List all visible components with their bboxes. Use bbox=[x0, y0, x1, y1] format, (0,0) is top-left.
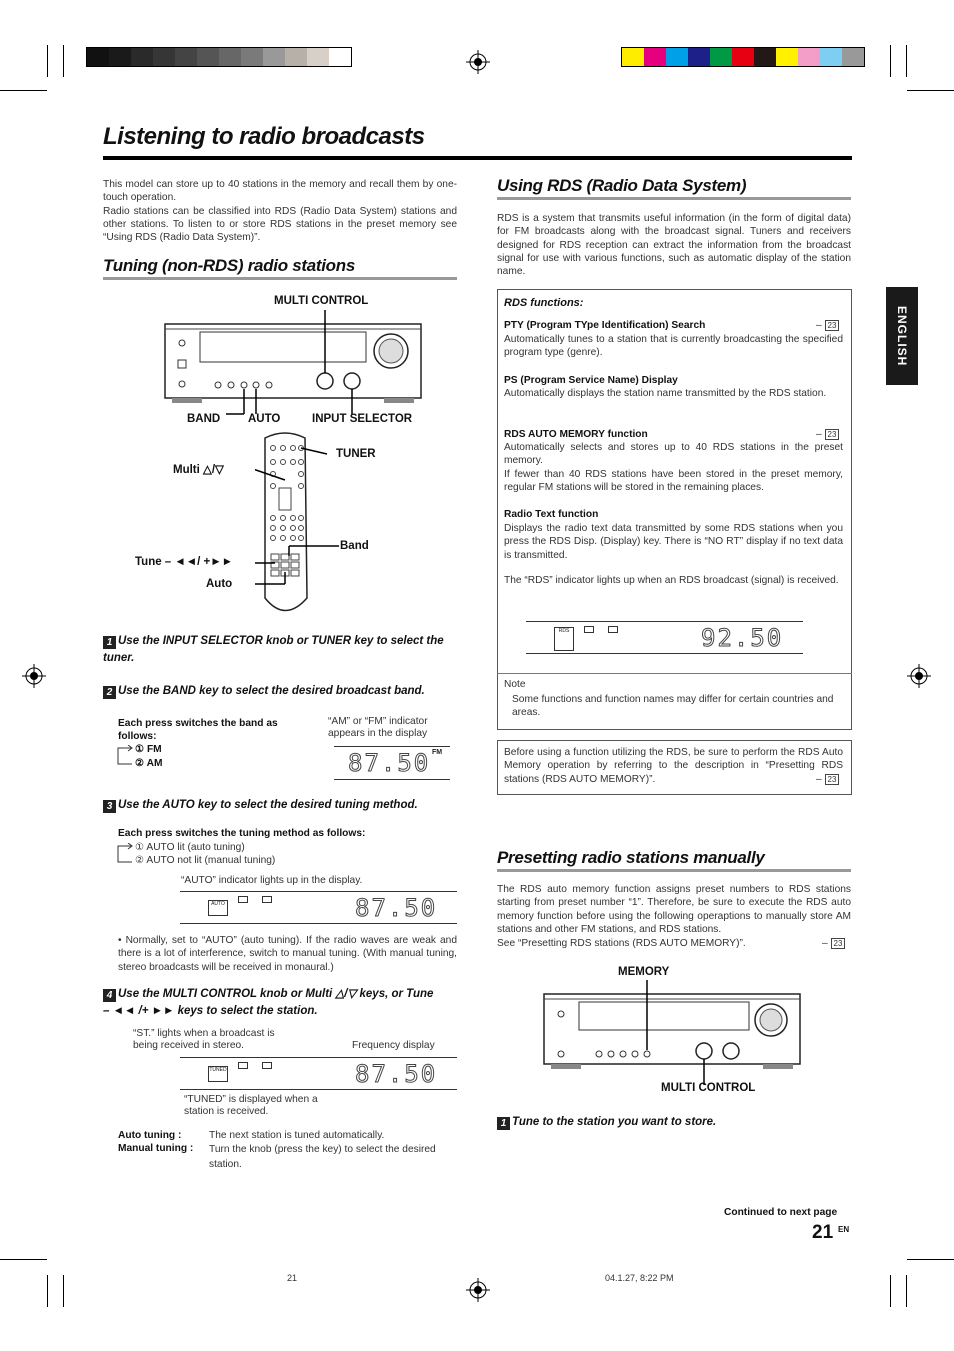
tuning-step-3: 3 Use the AUTO key to select the desired tuning method. bbox=[103, 797, 459, 814]
tuning-switch-text: Each press switches the tuning method as follows: bbox=[118, 828, 366, 839]
radio-text-text: Displays the radio text data transmitted by some RDS stations when you press the RDS Disp. (Display) key. There is “NO RT” display if no text data is transmitted. bbox=[504, 523, 843, 561]
tuned-note: “TUNED” is displayed when a station is received. bbox=[184, 1094, 318, 1117]
radio-text-title: Radio Text function bbox=[504, 509, 599, 520]
tune-keys-label: Tune – ◄◄/ +►► bbox=[135, 556, 234, 568]
intro-paragraph: This model can store up to 40 stations in the memory and recall them by one-touch operation. bbox=[103, 179, 457, 204]
crop-mark bbox=[907, 90, 954, 91]
tuning-heading: Tuning (non-RDS) radio stations bbox=[103, 256, 355, 275]
auto-memory-text: Automatically selects and stores up to 40 RDS stations in the preset memory. bbox=[504, 442, 843, 467]
crop-mark bbox=[906, 45, 907, 77]
ps-title: PS (Program Service Name) Display bbox=[504, 375, 678, 386]
crop-mark bbox=[890, 1275, 891, 1307]
language-code: EN bbox=[838, 1225, 850, 1234]
rds-indicator: RDS bbox=[554, 627, 574, 651]
calibration-swatch bbox=[285, 48, 307, 66]
calibration-swatch bbox=[241, 48, 263, 66]
stereo-indicator bbox=[608, 626, 618, 633]
calibration-swatch bbox=[263, 48, 285, 66]
tuning-step-1: 1 Use the INPUT SELECTOR knob or TUNER key to select the tuner. bbox=[103, 635, 444, 664]
step-number: 2 bbox=[103, 686, 116, 699]
preset-heading: Presetting radio stations manually bbox=[497, 848, 765, 867]
ps-text: Automatically displays the station name transmitted by the RDS station. bbox=[504, 388, 827, 399]
intro-text bbox=[103, 178, 457, 244]
page-ref: – 23 bbox=[816, 319, 839, 332]
intro-paragraph: Radio stations can be classified into RDS (Radio Data System) stations and other stations. To listen to or store RDS stations in the preset memory see “Using RDS (Radio Data System)”. bbox=[103, 205, 457, 244]
fm-indicator: FM bbox=[432, 749, 443, 756]
calibration-swatch bbox=[754, 48, 776, 66]
rds-intro: RDS is a system that transmits useful information (in the form of digital data) for FM broadcasts along with the broadcast signal. Tuners and receivers designed for RDS reception can extract the information from the broadcast signal for use with various functions, such as automatic display of the station name. bbox=[497, 213, 851, 278]
registration-mark-icon bbox=[466, 1278, 490, 1302]
stereo-indicator bbox=[262, 896, 272, 903]
section-rule bbox=[497, 197, 851, 200]
calibration-swatch bbox=[644, 48, 666, 66]
memory-label: MEMORY bbox=[618, 966, 670, 978]
page-number: 21 bbox=[812, 1222, 834, 1243]
section-rule bbox=[497, 869, 851, 872]
calibration-swatch bbox=[622, 48, 644, 66]
pty-title: PTY (Program TYpe Identification) Search bbox=[504, 320, 706, 331]
print-page-number: 21 bbox=[287, 1273, 298, 1283]
registration-mark-icon bbox=[466, 50, 490, 74]
rds-indicator-text: The “RDS” indicator lights up when an RDS broadcast (signal) is received. bbox=[504, 575, 839, 586]
multi-keys-label: Multi △/▽ bbox=[173, 464, 224, 476]
tuning-option: ② AUTO not lit (manual tuning) bbox=[135, 855, 276, 866]
calibration-swatch bbox=[776, 48, 798, 66]
stereo-indicator bbox=[238, 896, 248, 903]
calibration-swatch bbox=[219, 48, 241, 66]
multi-control-label: MULTI CONTROL bbox=[661, 1082, 756, 1094]
auto-memory-text: If fewer than 40 RDS stations have been stored in the preset memory, regular FM stations will be stored in the remaining places. bbox=[504, 469, 843, 494]
step-number: 1 bbox=[103, 636, 116, 649]
print-date: 04.1.27, 8:22 PM bbox=[605, 1273, 674, 1283]
frequency-display-label: Frequency display bbox=[352, 1040, 435, 1051]
receiver-front-panel-illustration bbox=[543, 980, 803, 1086]
stereo-indicator bbox=[584, 626, 594, 633]
crop-mark bbox=[906, 1275, 907, 1307]
manual-tuning-desc: Turn the knob (press the key) to select the desired station. bbox=[209, 1144, 436, 1170]
calibration-swatch bbox=[732, 48, 754, 66]
crop-mark bbox=[907, 1259, 954, 1260]
calibration-swatch bbox=[842, 48, 864, 66]
cycle-arrow-icon bbox=[116, 745, 134, 767]
frequency-readout: 87.50 bbox=[355, 1060, 438, 1088]
calibration-swatch bbox=[307, 48, 329, 66]
rds-display bbox=[526, 621, 803, 654]
stereo-indicator bbox=[238, 1062, 248, 1069]
calibration-swatch bbox=[798, 48, 820, 66]
auto-indicator-note: “AUTO” indicator lights up in the display. bbox=[181, 875, 363, 886]
manual-tuning-label: Manual tuning : bbox=[118, 1143, 194, 1154]
rds-heading: Using RDS (Radio Data System) bbox=[497, 176, 747, 195]
note-label: Note bbox=[504, 679, 526, 690]
tuning-step-4: 4 Use the MULTI CONTROL knob or Multi △/▽ keys, or Tune – ◄◄ /+ ►► keys to select the station. bbox=[103, 988, 434, 1017]
rds-functions-title: RDS functions: bbox=[504, 297, 584, 309]
preset-text: The RDS auto memory function assigns preset numbers to RDS stations starting from preset number “1”. Therefore, be sure to execute the RDS auto memory function before using the following operaptions to manually store AM stations and other FM stations, and RDS stations. bbox=[497, 884, 851, 935]
auto-tuning-desc: The next station is tuned automatically. bbox=[209, 1130, 385, 1141]
calibration-swatch bbox=[153, 48, 175, 66]
auto-key-label: Auto bbox=[206, 578, 233, 590]
page-ref: – 23 bbox=[816, 773, 839, 786]
crop-mark bbox=[890, 45, 891, 77]
frequency-readout: 87.50 bbox=[348, 749, 431, 777]
note-text: Some functions and function names may differ for certain countries and areas. bbox=[512, 694, 834, 719]
calibration-swatch bbox=[329, 48, 351, 66]
registration-mark-icon bbox=[22, 664, 46, 688]
tuned-indicator: TUNED bbox=[208, 1066, 228, 1082]
calibration-swatch bbox=[175, 48, 197, 66]
gray-calibration-strip bbox=[86, 47, 352, 67]
band-label: BAND bbox=[187, 413, 221, 425]
frequency-readout: 87.50 bbox=[355, 894, 438, 922]
station-display bbox=[180, 1057, 457, 1090]
crop-mark bbox=[63, 1275, 64, 1307]
auto-tuning-bullet: • Normally, set to “AUTO” (auto tuning). If the radio waves are weak and there is a lot of interference, switch to manual tuning. (With manual tuning, stereo broadcasts will be received in monaural.) bbox=[118, 935, 457, 973]
tuning-step-2: 2 Use the BAND key to select the desired broadcast band. bbox=[103, 683, 459, 700]
band-switch-text: Each press switches the band as follows: bbox=[118, 718, 278, 743]
band-option: ② AM bbox=[135, 758, 163, 769]
frequency-readout: 92.50 bbox=[701, 624, 784, 652]
calibration-swatch bbox=[666, 48, 688, 66]
calibration-swatch bbox=[87, 48, 109, 66]
calibration-swatch bbox=[688, 48, 710, 66]
auto-memory-title: RDS AUTO MEMORY function bbox=[504, 429, 648, 440]
calibration-swatch bbox=[820, 48, 842, 66]
continued-text: Continued to next page bbox=[724, 1207, 838, 1218]
note-divider bbox=[497, 673, 852, 674]
before-using-text: Before using a function utilizing the RDS, be sure to perform the RDS Auto Memory operation by referring to the description in “Presetting RDS stations (RDS AUTO MEMORY)”. bbox=[504, 747, 843, 785]
band-key-label: Band bbox=[340, 540, 369, 552]
color-calibration-strip bbox=[621, 47, 865, 67]
page-ref: – 23 bbox=[816, 428, 839, 441]
language-tab: ENGLISH bbox=[886, 287, 918, 385]
preset-step-1: 1 Tune to the station you want to store. bbox=[497, 1114, 851, 1131]
tuner-label: TUNER bbox=[336, 448, 376, 460]
crop-mark bbox=[47, 45, 48, 77]
tuning-option: ① AUTO lit (auto tuning) bbox=[135, 842, 245, 853]
calibration-swatch bbox=[197, 48, 219, 66]
cycle-arrow-icon bbox=[116, 843, 134, 865]
calibration-swatch bbox=[131, 48, 153, 66]
band-indicator-note: “AM” or “FM” indicator appears in the display bbox=[328, 716, 428, 739]
receiver-front-panel-illustration bbox=[164, 310, 424, 415]
auto-label: AUTO bbox=[248, 413, 281, 425]
title-rule bbox=[103, 156, 852, 160]
step-number: 4 bbox=[103, 989, 116, 1002]
crop-mark bbox=[0, 1259, 47, 1260]
auto-display bbox=[180, 891, 457, 924]
stereo-indicator bbox=[262, 1062, 272, 1069]
auto-indicator: AUTO bbox=[208, 900, 228, 916]
auto-tuning-label: Auto tuning : bbox=[118, 1130, 182, 1141]
section-rule bbox=[103, 277, 457, 280]
step-number: 1 bbox=[497, 1117, 510, 1130]
page-ref: – 23 bbox=[822, 937, 845, 950]
step-number: 3 bbox=[103, 800, 116, 813]
input-selector-label: INPUT SELECTOR bbox=[312, 413, 413, 425]
calibration-swatch bbox=[109, 48, 131, 66]
multi-control-label: MULTI CONTROL bbox=[274, 295, 369, 307]
preset-see-text: See “Presetting RDS stations (RDS AUTO MEMORY)”. bbox=[497, 938, 746, 949]
crop-mark bbox=[63, 45, 64, 77]
crop-mark bbox=[47, 1275, 48, 1307]
stereo-note: “ST.” lights when a broadcast is being received in stereo. bbox=[133, 1028, 275, 1051]
calibration-swatch bbox=[710, 48, 732, 66]
band-display bbox=[334, 746, 450, 780]
band-option: ① FM bbox=[135, 744, 162, 755]
registration-mark-icon bbox=[907, 664, 931, 688]
page-title: Listening to radio broadcasts bbox=[103, 123, 425, 150]
crop-mark bbox=[0, 90, 47, 91]
pty-text: Automatically tunes to a station that is currently broadcasting the specified program type (genre). bbox=[504, 334, 843, 359]
